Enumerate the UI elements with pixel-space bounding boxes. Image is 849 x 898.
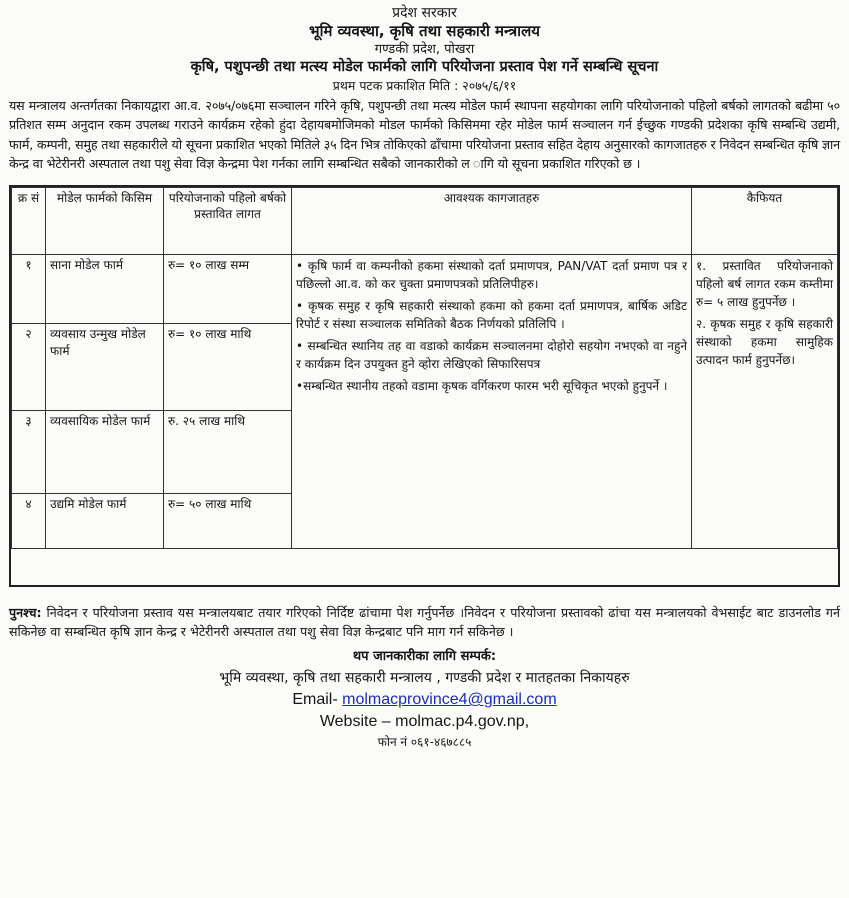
website-line[interactable]: Website – molmac.p4.gov.np, [319,713,530,731]
table-row [12,255,838,324]
cell-cost: रु. २५ लाख माथि [164,411,292,494]
cell-cost: रु= १० लाख माथि [164,324,292,411]
header-farm-type: मोडेल फार्मको किसिम [46,188,164,255]
intro-paragraph: यस मन्त्रालय अन्तर्गतका निकायद्वारा आ.व. २०७५/०७६मा सञ्चालन गरिने कृषि, पशुपन्छी तथा मत्स्य मोडेल फार्म स्थापना सहयोगका लागि परियोजनाको पहिलो बर्षको लागतको बढीमा ५० प्रतिशत सम्म अनुदान रकम उपलब्ध गराउने कार्यक्रम रहेको हुंदा देहायबमोजिमको मोडल फार्मको किसिममा रहेर मोडेल फार्म सञ्चालन गर्न ईच्छुक गण्डकी प्रदेशका कृषि सम्बन्धि उद्यमी, फार्म, कम्पनी, समुह तथा सहकारीले यो सूचना प्रकाशित भएको मितिले ३५ दिन भित्र तोकिएको ढाँचामा परियोजना प्रस्ताव सहित देहाय अनुसारको कागजातहरु र निवेदन सम्बन्धित कृषि ज्ञान केन्द्र वा भेटेरीनरी अस्पताल तथा पशु सेवा विज्ञ केन्द्रमा पेश गर्नका लागि सम्बन्धित सबैको जानकारीको ल ागि यो सूचना प्रकाशित गरिएको छ । [9,98,840,171]
contact-title: थप जानकारीका लागि सम्पर्क: [352,649,497,665]
remark-item: १. प्रस्तावित परियोजनाको पहिलो बर्ष लागत रकम कम्तीमा रु= ५ लाख हुनुपर्नेछ । [696,259,833,310]
ministry-title: भूमि व्यवस्था, कृषि तथा सहकारी मन्त्रालय [309,22,540,40]
email-label: Email- [292,691,338,709]
document-item: • कृषक समुह र कृषि सहकारी संस्थाको हकमा को हकमा दर्ता प्रमाणपत्र, बार्षिक अडिट रिपोर्ट र संस्था सञ्चालक समितिको बैठक निर्णयको प्रतिलिपि । [296,299,687,332]
postscript [9,603,840,641]
remark-item: २. कृषक समुह र कृषि सहकारी संस्थाको हकमा सामुहिक उत्पादन फार्म हुनुपर्नेछ। [696,317,833,368]
cell-farm-type: व्यवसाय उन्मुख मोडेल फार्म [46,324,164,411]
province-label: गण्डकी प्रदेश, पोखरा [374,42,475,57]
document-item: •सम्बन्धित स्थानीय तहको वडामा कृषक वर्गिकरण फारम भरी सूचिकृत भएको हुनुपर्ने । [296,379,668,394]
notice-title: कृषि, पशुपन्छी तथा मत्स्य मोडेल फार्मको लागि परियोजना प्रस्ताव पेश गर्ने सम्बन्धि सूचना [190,59,659,75]
header-sn: क्र सं [12,188,46,255]
cell-sn: १ [12,255,46,324]
cell-sn: ३ [12,411,46,494]
email-link[interactable]: molmacprovince4@gmail.com [342,691,557,709]
postscript-label: पुनश्च: [9,605,42,621]
header-remarks: कैफियत [692,188,838,255]
cell-sn: ४ [12,494,46,549]
header-cost: परियोजनाको पहिलो बर्षको प्रस्तावित लागत [164,188,292,255]
government-label: प्रदेश सरकार [392,5,457,21]
cell-farm-type: व्यवसायिक मोडेल फार्म [46,411,164,494]
contact-organization: भूमि व्यवस्था, कृषि तथा सहकारी मन्त्रालय , गण्डकी प्रदेश र मातहतका निकायहरु [219,670,630,687]
required-documents-cell [292,255,692,549]
document-item: • सम्बन्धित स्थानिय तह वा वडाको कार्यक्रम सञ्चालनमा दोहोरो सहयोग नभएको वा नहुने र कार्यक्रम दिन उपयुक्त हुने व्होरा लेखिएको सिफारिसपत्र [296,339,687,372]
table-header-row [12,188,838,255]
cell-cost: रु= ५० लाख माथि [164,494,292,549]
document-item: • कृषि फार्म वा कम्पनीको हकमा संस्थाको दर्ता प्रमाणपत्र, PAN/VAT दर्ता प्रमाण पत्र र पछिल्लो आ.व. को कर चुक्ता प्रमाणपत्रको प्रतिलिपीहरु। [296,259,687,292]
phone-number: फोन नं ०६१-४६७८८५ [377,735,472,750]
email-line [9,689,840,711]
remarks-cell [692,255,838,549]
cell-farm-type: साना मोडेल फार्म [46,255,164,324]
header-docs: आवश्यक कागजातहरु [292,188,692,255]
farm-table [9,185,840,587]
cell-cost: रु= १० लाख सम्म [164,255,292,324]
cell-farm-type: उद्यमि मोडेल फार्म [46,494,164,549]
cell-sn: २ [12,324,46,411]
publish-date: प्रथम पटक प्रकाशित मिति : २०७५/६/११ [332,78,517,93]
postscript-text: निवेदन र परियोजना प्रस्ताव यस मन्त्रालयबाट तयार गरिएको निर्दिष्ट ढांचामा पेश गर्नुपर्नेछ ।निवेदन र परियोजना प्रस्तावको ढांचा यस मन्त्रालयको वेभसाईट बाट डाउनलोड गर्न सकिनेछ वा सम्बन्धित कृषि ज्ञान केन्द्र र भेटेरीनरी अस्पताल तथा पशु सेवा विज्ञ केन्द्रबाट पनि माग गर्न सकिनेछ । [9,605,840,640]
